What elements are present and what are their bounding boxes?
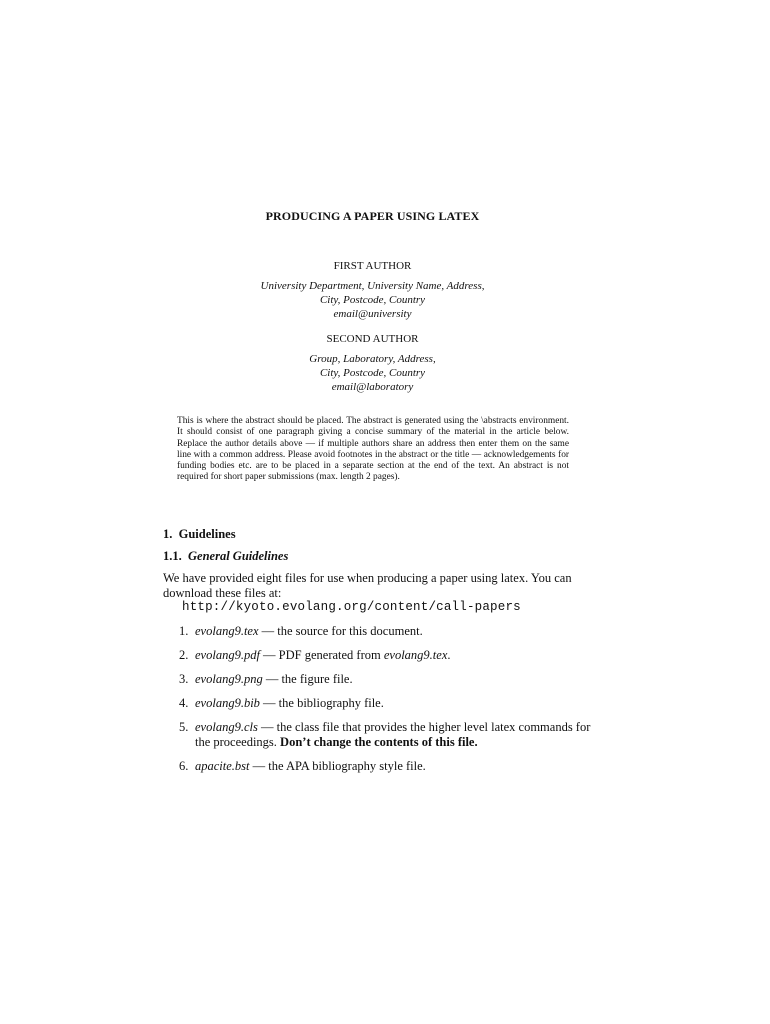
- list-item: [163, 720, 593, 750]
- author-affiliation-line: City, Postcode, Country: [319, 367, 426, 379]
- file-description: — the source for this document.: [258, 624, 423, 638]
- list-item-number: 4.: [179, 696, 189, 710]
- file-name: evolang9.cls: [195, 720, 258, 734]
- file-description: — the class file that provides the higher level latex commands for the proceedings.: [195, 720, 591, 749]
- abstract: This is where the abstract should be placed. The abstract is generated using the \abstracts environment. It should consist of one paragraph giving a concise summary of the material in the article below. Replace the author details above — if multiple authors share an address then enter them on the same line with a common address. Please avoid footnotes in the abstract or the title — acknowledgements for funding bodies etc. are to be placed in a separate section at the end of the text. An abstract is not required for short paper submissions (max. length 2 pages).: [177, 416, 569, 483]
- file-reference: evolang9.tex: [383, 648, 448, 662]
- author-affiliation-line: Group, Laboratory, Address,: [309, 353, 436, 365]
- author-block-second: [0, 333, 745, 394]
- list-item-number: 3.: [179, 672, 189, 686]
- subsection-title: General Guidelines: [188, 549, 289, 563]
- author-email: email@university: [333, 308, 412, 320]
- list-item: [163, 759, 593, 774]
- subsection-number: 1.1.: [163, 549, 182, 563]
- file-description-tail: .: [447, 648, 451, 662]
- section-heading: [163, 527, 236, 542]
- author-affiliation-line: City, Postcode, Country: [319, 294, 426, 306]
- author-affiliation-line: University Department, University Name, Address,: [260, 280, 485, 292]
- list-item-number: 5.: [179, 720, 189, 734]
- author-email: email@laboratory: [331, 381, 414, 393]
- file-name: evolang9.png: [195, 672, 263, 686]
- file-name: evolang9.pdf: [195, 648, 260, 662]
- list-item: [163, 648, 593, 663]
- list-item-number: 1.: [179, 624, 189, 638]
- list-item-number: 2.: [179, 648, 189, 662]
- list-item: [163, 672, 593, 687]
- subsection-heading: [163, 549, 288, 564]
- list-item: [163, 624, 593, 639]
- warning-text: Don’t change the contents of this file.: [280, 735, 478, 749]
- paper-title: PRODUCING A PAPER USING LATEX: [265, 209, 480, 223]
- file-description: — the APA bibliography style file.: [249, 759, 426, 773]
- section-number: 1.: [163, 527, 173, 541]
- file-description: — the bibliography file.: [259, 696, 384, 710]
- file-description: — PDF generated from: [259, 648, 384, 662]
- file-list: [163, 624, 593, 783]
- file-name: evolang9.tex: [195, 624, 259, 638]
- file-name: evolang9.bib: [195, 696, 260, 710]
- author-name: FIRST AUTHOR: [333, 260, 412, 272]
- author-block-first: [0, 260, 745, 321]
- download-url[interactable]: http://kyoto.evolang.org/content/call-papers: [182, 600, 521, 614]
- author-name: SECOND AUTHOR: [326, 333, 419, 345]
- file-description: — the figure file.: [262, 672, 353, 686]
- file-name: apacite.bst: [195, 759, 250, 773]
- intro-paragraph: We have provided eight files for use when producing a paper using latex. You can download these files at:: [163, 571, 572, 600]
- list-item: [163, 696, 593, 711]
- section-title: Guidelines: [178, 527, 236, 541]
- list-item-number: 6.: [179, 759, 189, 773]
